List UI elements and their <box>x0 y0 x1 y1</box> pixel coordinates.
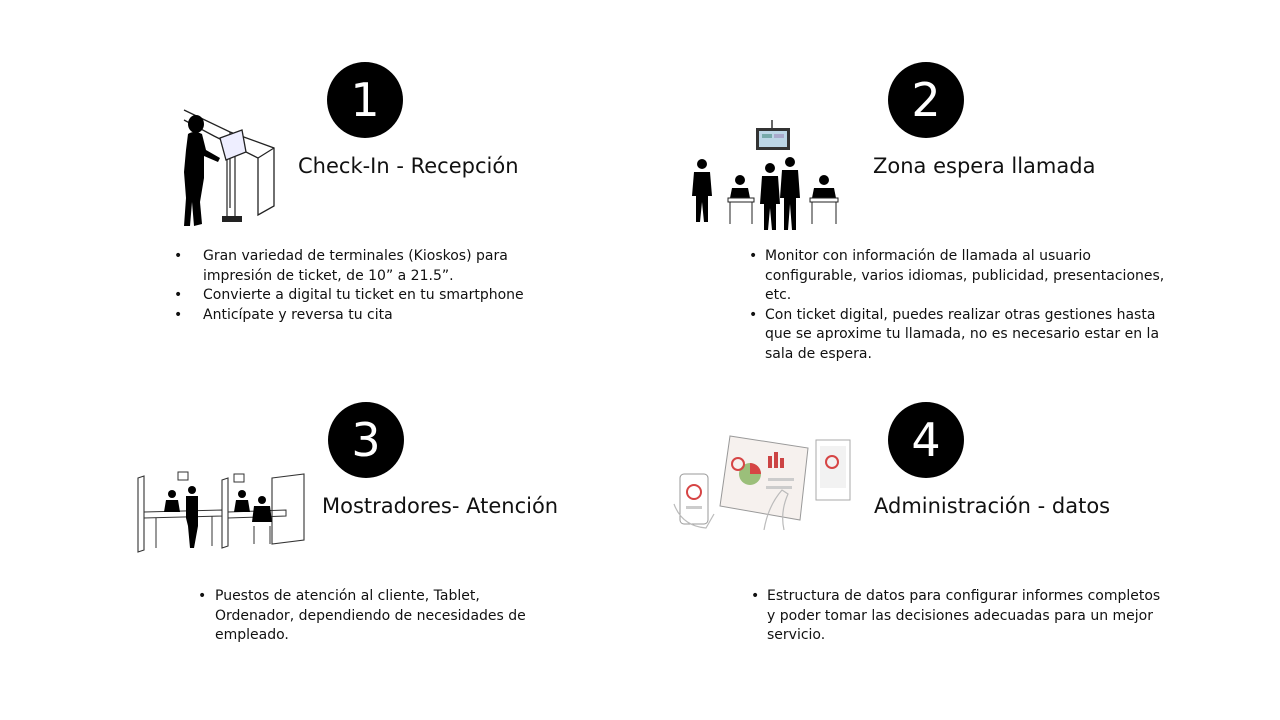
step-number-badge-3 <box>328 402 404 478</box>
bullet-list-2 <box>749 247 1179 364</box>
bullet-text: Puestos de atención al cliente, Tablet, Ordenador, dependiendo de necesidades de empleado. <box>215 588 526 643</box>
section-title-4: Administración - datos <box>874 494 1111 518</box>
list-item <box>174 306 524 326</box>
bullet-text: Monitor con información de llamada al usuario configurable, varios idiomas, publicidad, presentaciones, etc. <box>765 248 1165 303</box>
dashboard-devices-icon <box>672 434 852 530</box>
bullet-dot: • <box>749 306 758 323</box>
list-item <box>174 247 524 286</box>
waiting-room-monitor-icon <box>688 118 844 230</box>
bullet-text: Gran variedad de terminales (Kioskos) para impresión de ticket, de 10” a 21.5”. <box>203 248 508 284</box>
section-title-1: Check-In - Recepción <box>298 154 519 178</box>
section-title-3: Mostradores- Atención <box>322 494 559 518</box>
bullet-dot: • <box>174 248 183 264</box>
service-counter-icon <box>136 470 308 554</box>
bullet-text: Convierte a digital tu ticket en tu smartphone <box>203 287 524 303</box>
list-item <box>198 587 538 646</box>
bullet-list-4 <box>751 587 1171 646</box>
bullet-text: Estructura de datos para configurar informes completos y poder tomar las decisiones adecuadas para un mejor servicio. <box>767 588 1161 643</box>
list-item <box>751 587 1171 646</box>
list-item <box>174 286 524 306</box>
step-number-badge-1 <box>327 62 403 138</box>
bullet-text: Con ticket digital, puedes realizar otras gestiones hasta que se aproxime tu llamada, no es necesario estar en la sala de espera. <box>765 306 1160 362</box>
bullet-list-3 <box>198 587 538 646</box>
bullet-list-1 <box>174 247 524 325</box>
bullet-dot: • <box>749 248 758 264</box>
list-item <box>749 306 1179 365</box>
step-number-badge-4 <box>888 402 964 478</box>
bullet-dot: • <box>174 306 183 323</box>
kiosk-person-icon <box>170 102 280 234</box>
step-number-badge-2 <box>888 62 964 138</box>
bullet-dot: • <box>198 588 207 604</box>
step-number-4: 4 <box>911 413 941 467</box>
step-number-1: 1 <box>350 73 380 127</box>
bullet-text: Anticípate y reversa tu cita <box>203 306 393 323</box>
step-number-3: 3 <box>351 413 381 467</box>
bullet-dot: • <box>751 588 760 604</box>
list-item <box>749 247 1179 306</box>
step-number-2: 2 <box>911 73 941 127</box>
bullet-dot: • <box>174 287 183 303</box>
section-title-2: Zona espera llamada <box>873 154 1096 178</box>
